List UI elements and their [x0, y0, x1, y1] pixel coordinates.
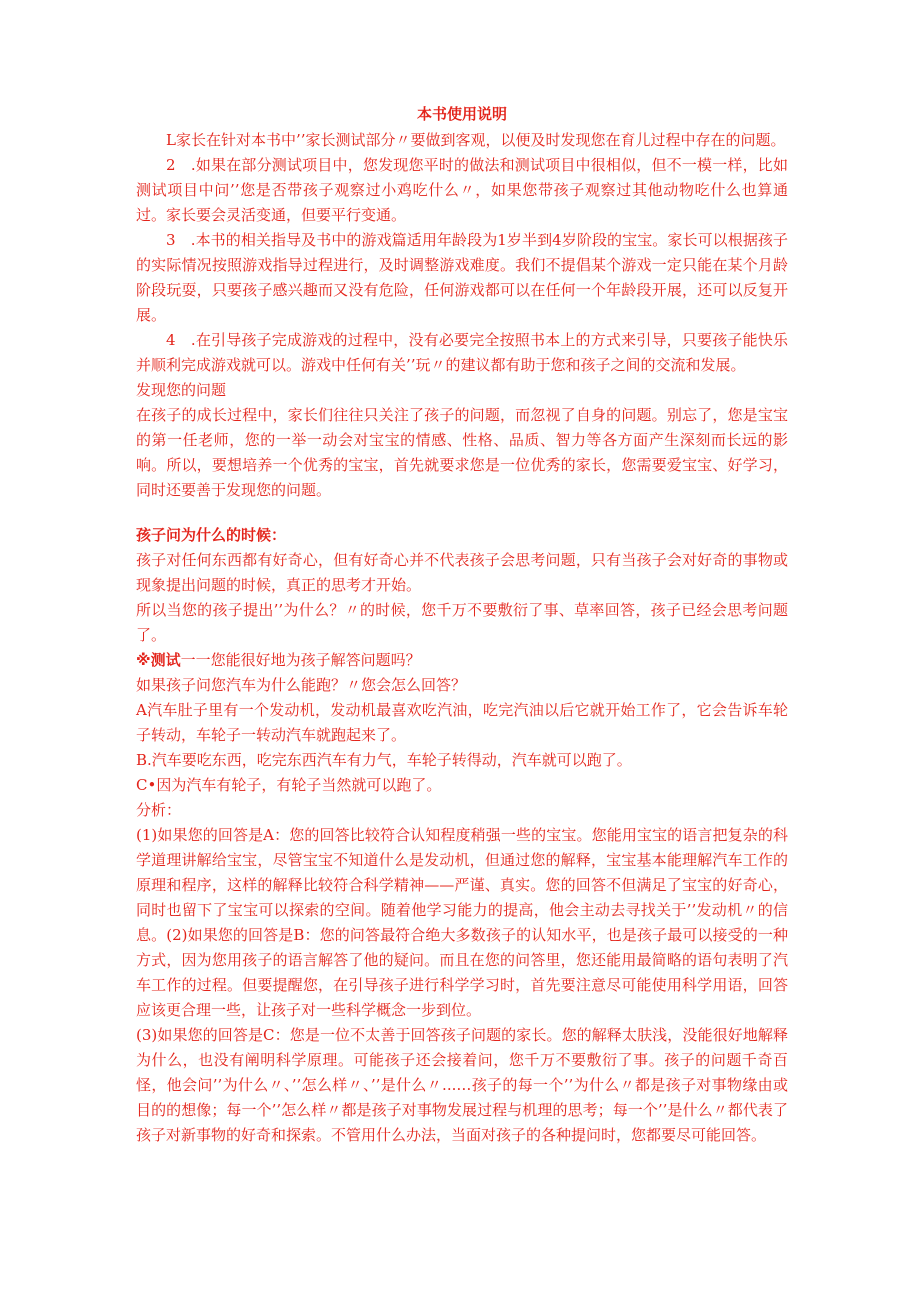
- discover-body: 在孩子的成长过程中，家长们往往只关注了孩子的问题，而忽视了自身的问题。别忘了，您是宝宝的第一任老师，您的一举一动会对宝宝的情感、性格、品质、智力等各方面产生深刻而长远的影响。所以，要想培养一个优秀的宝宝，首先就要求您是一位优秀的家长，您需要爱宝宝、好学习，同时还要善于发现您的问题。: [136, 406, 788, 499]
- analysis-1: (1)如果您的回答是A：您的回答比较符合认知程度稍强一些的宝宝。您能用宝宝的语言把复杂的科学道理讲解给宝宝，尽管宝宝不知道什么是发动机，但通过您的解释，宝宝基本能理解汽车工作的原理和程序，这样的解释比较符合科学精神——严谨、真实。您的回答不但满足了宝宝的好奇心，同时也留下了宝宝可以探索的空间。随着他学习能力的提高，他会主动去寻找关于’’发动机〃的信息。(2)如果您的回答是B：您的问答最符合绝大多数孩子的认知水平，也是孩子最可以接受的一种方式，因为您用孩子的语言解答了他的疑问。而且在您的问答里，您还能用最简略的语句表明了汽车工作的过程。但要提醒您，在引导孩子进行科学学习时，首先要注意尽可能使用科学用语，回答应该更合理一些，让孩子对一些科学概念一步到位。: [136, 826, 788, 1019]
- analysis-label: 分析：: [136, 801, 182, 819]
- why-heading: 孩子问为什么的时候：: [136, 526, 287, 544]
- usage-note-2: 2 .如果在部分测试项目中，您发现您平时的做法和测试项目中很相似，但不一模一样，比如测试项目中问’’您是否带孩子观察过小鸡吃什么〃，如果您带孩子观察过其他动物吃什么也算通过。家长要会灵活变通，但要平行变通。: [136, 156, 788, 224]
- page-title: 本书使用说明: [416, 105, 507, 123]
- usage-note-1: L家长在针对本书中’’家长测试部分〃要做到客观，以便及时发现您在育儿过程中存在的问题。: [166, 131, 786, 149]
- test-line: [136, 648, 788, 673]
- test-title: 一一您能很好地为孩子解答问题吗？: [180, 651, 421, 669]
- option-b: B.汽车要吃东西，吃完东西汽车有力气，车轮子转得动，汽车就可以跑了。: [136, 751, 632, 769]
- why-intro-2: 所以当您的孩子提出’’为什么？〃的时候，您千万不要敷衍了事、草率回答，孩子已经会思考问题了。: [136, 601, 788, 644]
- analysis-3: (3)如果您的回答是C：您是一位不太善于回答孩子问题的家长。您的解释太肤浅，没能很好地解释为什么，也没有阐明科学原理。可能孩子还会接着问，您千万不要敷衍了事。孩子的问题千奇百怪，他会问’’为什么〃、’’怎么样〃、’’是什么〃...…孩子的每一个’’为什么〃都是孩子对事物缘由或目的的想像；每一个’’怎么样〃都是孩子对事物发展过程与机理的思考；每一个’’是什么〃都代表了孩子对新事物的好奇和探索。不管用什么办法，当面对孩子的各种提问时，您都要尽可能回答。: [136, 1026, 788, 1144]
- option-c: C•因为汽车有轮子，有轮子当然就可以跑了。: [136, 776, 442, 794]
- why-intro-1: 孩子对任何东西都有好奇心，但有好奇心并不代表孩子会思考问题，只有当孩子会对好奇的事物或现象提出问题的时候，真正的思考才开始。: [136, 551, 788, 594]
- test-label: ※测试: [136, 651, 181, 669]
- usage-note-3: 3 .本书的相关指导及书中的游戏篇适用年龄段为1岁半到4岁阶段的宝宝。家长可以根据孩子的实际情况按照游戏指导过程进行，及时调整游戏难度。我们不提倡某个游戏一定只能在某个月龄阶段玩耍，只要孩子感兴趣而又没有危险，任何游戏都可以在任何一个年龄段开展，还可以反复开展。: [136, 231, 788, 324]
- discover-heading: 发现您的问题: [136, 381, 227, 399]
- section-gap: [136, 503, 788, 523]
- option-a: A汽车肚子里有一个发动机，发动机最喜欢吃汽油，吃完汽油以后它就开始工作了，它会告诉车轮子转动，车轮子一转动汽车就跑起来了。: [136, 701, 788, 744]
- usage-note-4: 4 .在引导孩子完成游戏的过程中，没有必要完全按照书本上的方式来引导，只要孩子能快乐并顺利完成游戏就可以。游戏中任何有关’’玩〃的建议都有助于您和孩子之间的交流和发展。: [136, 331, 788, 374]
- document-page: [136, 104, 788, 1148]
- test-question: 如果孩子问您汽车为什么能跑？〃您会怎么回答？: [136, 676, 467, 694]
